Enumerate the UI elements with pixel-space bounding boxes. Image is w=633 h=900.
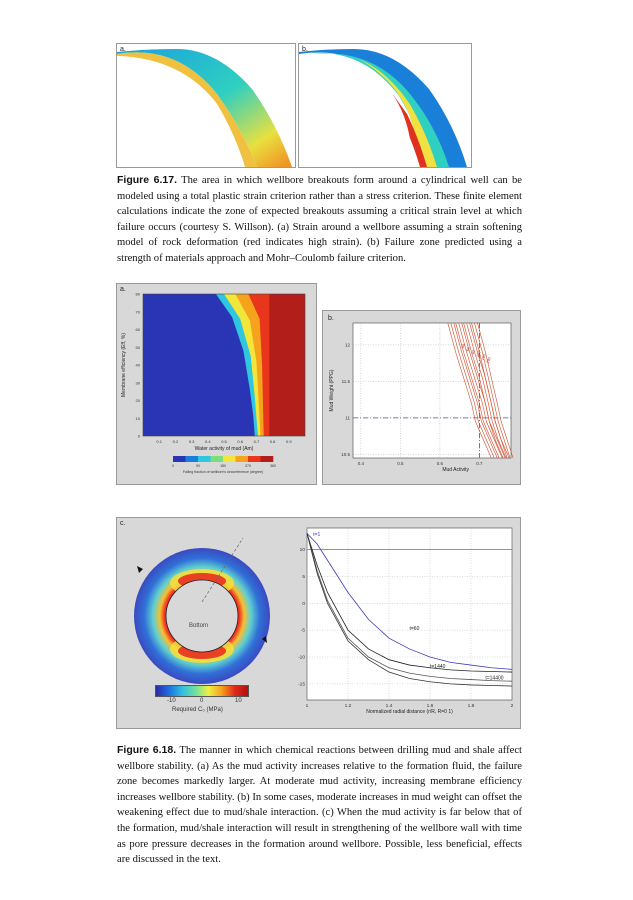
contour-label: 120 bbox=[475, 350, 482, 358]
fig617-caption-text: The area in which wellbore breakouts form around a cylindrical well can be modeled using a total plastic strain criterion rather than a stress criterion. These finite element calculations indicate the zone of expected breakouts assuming a critical strain level at which failure occurs (courtesy S. Willson). (a) Strain around a wellbore assuming a strain softening model of rock deformation (red indicates high strain). (b) Failure zone predicted using a strength of materials approach and Mohr–Coulomb failure criterion. bbox=[117, 175, 522, 264]
legend-tick-label: 180 bbox=[220, 464, 226, 468]
series-annotation: t=1 bbox=[313, 532, 321, 539]
bottom-label: Bottom bbox=[189, 623, 209, 629]
legend-swatch bbox=[186, 456, 199, 462]
legend-swatch bbox=[211, 456, 224, 462]
chart-b bbox=[323, 311, 520, 484]
y-tick-label: 60 bbox=[135, 327, 140, 332]
x-tick-label: 0.4 bbox=[357, 461, 365, 466]
y-tick-label: 80 bbox=[135, 291, 140, 297]
y-tick-label: -10 bbox=[298, 655, 305, 661]
colorbar-label: Required C₀ (MPa) bbox=[172, 707, 223, 713]
x-tick-label: 0.9 bbox=[286, 439, 292, 444]
legend-title: Failing fraction of wellbore's circumference (degree) bbox=[182, 470, 264, 474]
fig618-panel-c: c. Bottom -10 0 10 Required C₀ (MPa) t=1 t=60 t=1440 t=14400 1 1.2 1.4 1.6 1.8 2 -15 -10 -5 0 5 10 Normalized radial distance (r/R, R=0 1) bbox=[116, 517, 521, 729]
fig617-panel-a bbox=[116, 43, 296, 168]
x-tick-label: 0.7 bbox=[253, 439, 260, 444]
y-tick-label: 10 bbox=[135, 415, 140, 421]
legend-swatch bbox=[236, 456, 249, 462]
legend-swatch bbox=[173, 456, 186, 462]
contour-label: 150 bbox=[480, 353, 487, 361]
x-tick-label: 0.7 bbox=[476, 461, 483, 466]
x-tick-label: 1.2 bbox=[344, 704, 352, 709]
series-annotation: t=1440 bbox=[430, 663, 446, 670]
x-tick-label: 1 bbox=[305, 704, 309, 709]
series-annotation: t=60 bbox=[409, 626, 420, 633]
fig617-caption bbox=[117, 173, 522, 267]
y-axis-label: Mud Weight (PPG) bbox=[329, 369, 335, 412]
fig618-caption-label: Figure 6.18. bbox=[117, 744, 177, 756]
wellbore-hole bbox=[166, 580, 238, 652]
stress-arrow-icon bbox=[137, 566, 143, 573]
fig618-caption-text: The manner in which chemical reactions between drilling mud and shale affect wellbore stability. (a) As the mud activity increases relative to the formation fluid, the failure zone becomes markedly larger. At moderate mud activity, increasing membrane efficiency increases wellbore stability. (b) In some cases, moderate increases in mud weight can offset the weakening effect due to mud/shale interaction. (c) When the mud activity is far below that of the formation, mud/shale interaction will result in strengthening of the wellbore wall with time as pore pressure decreases in the formation around wellbore. Possible, less beneficial, effects are discussed in the text. bbox=[117, 745, 523, 866]
legend-swatch bbox=[223, 456, 236, 462]
x-tick-label: 2 bbox=[510, 704, 514, 709]
y-tick-label: 20 bbox=[135, 398, 140, 403]
contour-label: 30 bbox=[460, 343, 466, 349]
legend-swatch bbox=[261, 456, 274, 462]
y-tick-label: 30 bbox=[135, 380, 140, 386]
x-tick-label: 0.6 bbox=[436, 461, 444, 466]
y-axis-label: Membrane efficiency (Eff, %) bbox=[121, 332, 127, 398]
fig618-panel-a bbox=[116, 283, 317, 485]
x-tick-label: 0.3 bbox=[188, 439, 195, 444]
fig617-strain-contour bbox=[117, 44, 295, 167]
x-tick-label: 0.5 bbox=[397, 461, 404, 466]
y-tick-label: -15 bbox=[298, 682, 305, 688]
fig617-failure-contour bbox=[299, 44, 471, 167]
fig618-panel-b bbox=[322, 310, 521, 485]
contour-label: 180 bbox=[485, 356, 492, 364]
fig617-panel-b bbox=[298, 43, 472, 168]
x-tick-label: 0.2 bbox=[172, 439, 179, 444]
legend-swatch bbox=[248, 456, 261, 462]
y-tick-label: 11 bbox=[345, 415, 350, 421]
x-tick-label: 0.8 bbox=[269, 439, 276, 444]
colorbar bbox=[155, 685, 249, 697]
x-tick-label: 0.6 bbox=[237, 439, 243, 444]
chart-c bbox=[297, 518, 520, 728]
y-tick-label: 0 bbox=[137, 433, 140, 439]
x-axis-label: Normalized radial distance (r/R, R=0 1) bbox=[366, 709, 453, 715]
x-tick-label: 1.8 bbox=[467, 704, 475, 709]
fig617-panel-b-label: b. bbox=[302, 46, 308, 53]
y-tick-label: 11.5 bbox=[341, 378, 350, 384]
plot-area bbox=[307, 528, 512, 700]
x-tick-label: 0.1 bbox=[156, 439, 162, 444]
fig618-panel-a-label: a. bbox=[120, 286, 126, 293]
x-tick-label: 0.5 bbox=[221, 439, 227, 444]
legend-tick-label: 0 bbox=[172, 464, 174, 468]
x-tick-label: 1.6 bbox=[426, 704, 434, 709]
y-tick-label: 10.5 bbox=[341, 451, 350, 457]
fig618-caption bbox=[117, 743, 522, 868]
y-tick-label: 12 bbox=[344, 342, 350, 348]
y-tick-label: 50 bbox=[135, 344, 140, 350]
fig617-panel-a-label: a. bbox=[120, 46, 126, 53]
chart-a bbox=[117, 284, 316, 484]
x-axis-label: Mud Activity bbox=[442, 467, 470, 473]
x-axis-label: Water activity of mud (Am) bbox=[194, 446, 254, 452]
contour-label: 60 bbox=[465, 346, 471, 352]
y-tick-label: 5 bbox=[302, 574, 305, 580]
series-annotation: t=14400 bbox=[485, 675, 504, 682]
contour-label: 90 bbox=[470, 349, 476, 355]
y-tick-label: 40 bbox=[135, 362, 140, 368]
x-tick-label: 0.4 bbox=[205, 439, 211, 444]
fig618-panel-b-label: b. bbox=[328, 315, 334, 322]
y-tick-label: 0 bbox=[302, 601, 305, 607]
legend-tick-label: 360 bbox=[270, 464, 276, 468]
y-tick-label: 70 bbox=[135, 309, 140, 315]
fig617-caption-label: Figure 6.17. bbox=[117, 174, 177, 186]
fig618-panel-c-label: c. bbox=[120, 520, 126, 527]
plot-area bbox=[353, 323, 511, 458]
y-tick-label: 10 bbox=[299, 548, 305, 553]
legend-tick-label: 270 bbox=[245, 464, 251, 468]
legend-swatch bbox=[198, 456, 211, 462]
legend-tick-label: 90 bbox=[196, 464, 200, 468]
x-tick-label: 1.4 bbox=[385, 704, 393, 709]
y-tick-label: -5 bbox=[300, 628, 305, 634]
